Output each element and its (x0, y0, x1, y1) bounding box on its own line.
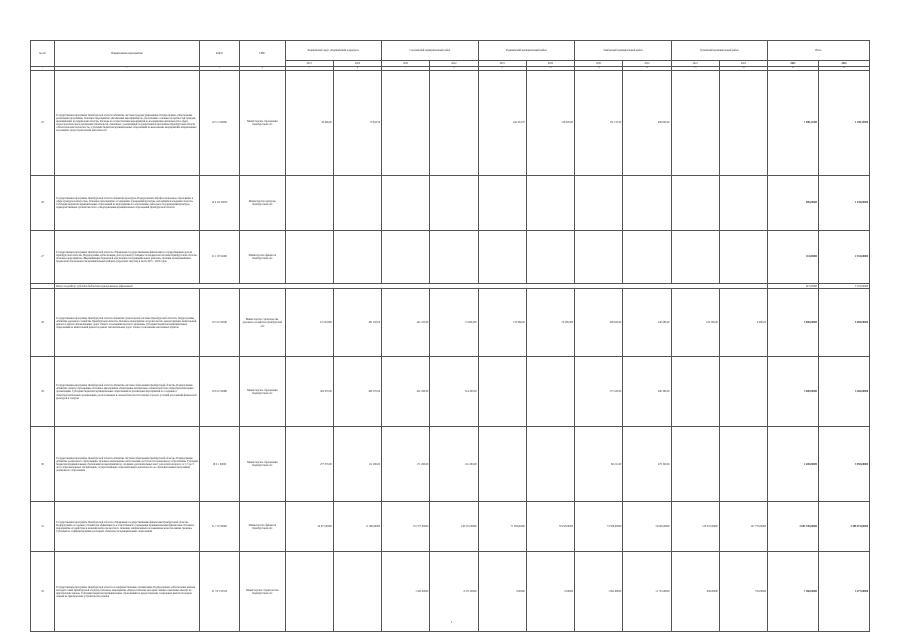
amount-value (430, 175, 478, 230)
table-row (31, 552, 870, 632)
col-group: Тамбовский муниципальный район (575, 41, 672, 61)
amount-value (526, 230, 574, 283)
total-value: 2 200,00000 (768, 427, 819, 502)
col-year: 2021 (285, 61, 333, 67)
index-cell: 7 (382, 66, 430, 70)
subtotal-value: 5 353,00000 (818, 283, 869, 289)
amount-value: 60 211,00 (575, 427, 623, 502)
amount-value: 143 310,00000 (671, 502, 719, 552)
amount-value: 79 258,00000 (526, 502, 574, 552)
table-body (31, 289, 870, 632)
amount-value: 73 843,50 (333, 70, 381, 175)
amount-value (719, 175, 767, 230)
amount-value (333, 552, 381, 632)
table-row (31, 70, 870, 175)
amount-value: 74 926,00000 (623, 502, 671, 552)
row-description: Государственная программа Оренбургской области «Развитие культуры» Подпрограмма «Профессиональное образование в сфере культуры и искусства» Основное мероприятие «Содержание учреждений культуры, находящихся в ведении области» Субсидии бюджетам муниципальных образований на мероприятия по обеспечению деятельности учреждений культуры, подведомственных органам местного самоуправления муниципальных образований Оренбургской области (55, 175, 200, 230)
col-year: 2021 (382, 61, 430, 67)
amount-value: 0,00000 (526, 552, 574, 632)
total-value: 1 298,14900 (818, 70, 869, 175)
col-group: Сорочинский муниципальный район (382, 41, 479, 61)
index-cell: 2 (55, 66, 200, 70)
index-cell: 10 (526, 66, 574, 70)
row-description: Государственная программа Оренбургской области «Совершенствование организации» Подпрограмма «Обеспечение жильем молодых семей Оренбургской области» Основное мероприятие «Предоставление молодым семьям социальных выплат на приобретение жилья» Субсидии бюджетам муниципальных образований на предоставление социальных выплат молодым семьям на приобретение (строительство) жилья (55, 552, 200, 632)
page-number: 1 (451, 620, 453, 624)
amount-value (623, 230, 671, 283)
amount-value: 725,00000 (719, 552, 767, 632)
amount-value: lom 30,270 (478, 70, 526, 175)
amount-value: 1 265,00000 (382, 552, 430, 632)
amount-value (575, 230, 623, 283)
row-number: 29 (31, 357, 55, 427)
amount-value: 609,00000 (671, 552, 719, 632)
amount-value (671, 357, 719, 427)
amount-value (382, 230, 430, 283)
amount-value: 9 135,0000 (285, 289, 333, 357)
row-number: 28 (31, 289, 55, 357)
amount-value: 151 577,00000 (382, 502, 430, 552)
amount-value: 400 670,00 (285, 357, 333, 427)
row-number: 30 (31, 427, 55, 502)
amount-value (575, 175, 623, 230)
subtotal-label: Итого по разделу: субсидии бюджетам муниципальных образований (55, 283, 768, 289)
amount-value: 406 820,00 (575, 289, 623, 357)
col-year: 2021 (575, 61, 623, 67)
col-year: 2022 (526, 61, 574, 67)
amount-value: 140 280,00 (623, 289, 671, 357)
total-value: 2 683 339,00000 (768, 502, 819, 552)
table-row (31, 357, 870, 427)
amount-value: 42 977,00000 (285, 502, 333, 552)
total-value: 3 460,00000 (818, 357, 869, 427)
index-cell: 3 (199, 66, 239, 70)
row-description: Государственная программа Оренбургской области «Развитие системы образования Оренбургской области» Подпрограмма «Развитие дошкольного образования» Основное мероприятие «Обеспечение доступности дошкольного образования» Субсидии бюджетам муниципальных образований на мероприятия по созданию дополнительных мест для детей в возрасте от 1,5 до 3 лет в образовательных организациях, осуществляющих образовательную деятельность по образовательным программам дошкольного образования (55, 427, 200, 502)
amount-value (285, 230, 333, 283)
row-kcsr: 18 6 10 S0080 (199, 357, 239, 427)
amount-value: 111 280,00 (333, 427, 381, 502)
total-value: 3 477,00000 (818, 552, 869, 632)
amount-value: 138 272,00000 (430, 502, 478, 552)
amount-value: 13 280,000 (430, 289, 478, 357)
amount-value (285, 552, 333, 632)
total-value: 2 354,00000 (818, 230, 869, 283)
index-cell: 12 (623, 66, 671, 70)
row-description: Государственная программа Оренбургской области «Развитие транспортной системы Оренбургской области» Подпрограмма «Развитие дорожного хозяйства Оренбургской области» Основное мероприятие «Строительство, реконструкция, капитальный ремонт и ремонт автомобильных дорог общего пользования местного значения» Субсидии бюджетам муниципальных образований на капитальный ремонт и ремонт автомобильных дорог общего пользования населенных пунктов (55, 289, 200, 357)
col-year: 2021 (478, 61, 526, 67)
row-grbs: Министерство образования Оренбургской обл (240, 427, 286, 502)
col-group: Радищевский муниципальный район (478, 41, 574, 61)
amount-value: 11 725,00000 (623, 552, 671, 632)
amount-value: 270 320,00 (623, 427, 671, 502)
row-description: Государственная программа Оренбургской области «Развитие системы градорегулирования» Подпрограмма «Обеспечение реализации программы» Основное мероприятие «Реализация мероприятий по обеспечению основных потребностей граждан, проживающих на территории области» Расходы на осуществление мероприятий по координации деятельности в сфере градостроительства и реализации обязательств, связанных с реализацией государственной программы Оренбургской области «Экологическая безопасность» Субсидии бюджетам муниципальных образований на выполнение мероприятий, направленных на развитие градостроительной деятельности (55, 70, 200, 175)
amount-value: 9,00000 (478, 552, 526, 632)
row-kcsr: 21 1 03 S2000 (199, 230, 239, 283)
amount-value (382, 70, 430, 175)
amount-value (623, 175, 671, 230)
table-body (31, 70, 870, 283)
total-value: 5 000,00000 (768, 289, 819, 357)
subtotal-value: 817,00000 (768, 283, 819, 289)
row-description: Государственная программа Оренбургской области «Управление государственными финансами и государственным долгом Оренбургской области» Подпрограмма «Обеспечение долгосрочной устойчивости бюджетной системы Оренбургской области» Основное мероприятие «Выравнивание бюджетной обеспеченности муниципальных районов» Дотации на выравнивание бюджетной обеспеченности муниципальных районов (городских округов) в части 2021 - 2022 годов (55, 230, 200, 283)
amount-value (719, 427, 767, 502)
table-row (31, 175, 870, 230)
col-year: 2022 (719, 61, 767, 67)
index-cell: 16 (818, 66, 869, 70)
total-value: 3 950,00000 (818, 427, 869, 502)
amount-value (478, 175, 526, 230)
row-number: 26 (31, 175, 55, 230)
index-cell: 8 (430, 66, 478, 70)
index-cell: 4 (240, 66, 286, 70)
amount-value (430, 230, 478, 283)
total-value: 1 044,00000 (818, 175, 869, 230)
row-grbs: Министерство строительства Оренбургской обл (240, 552, 286, 632)
row-kcsr: 16 5 11 90000 (199, 70, 239, 175)
col-year: 2022 (333, 61, 381, 67)
index-cell: 6 (333, 66, 381, 70)
amount-value: 289 840,00 (623, 70, 671, 175)
row-kcsr: 21 3 F1 S5550 (199, 552, 239, 632)
amount-value: 70 280,000 (526, 289, 574, 357)
amount-value (671, 175, 719, 230)
amount-value: 290 380,00 (623, 357, 671, 427)
row-grbs: Министерство финансов Оренбургской обл (240, 230, 286, 283)
amount-value (671, 427, 719, 502)
row-kcsr: 18 6 1 S0000 (199, 427, 239, 502)
col-name: Наименование мероприятия (55, 41, 200, 67)
amount-value (430, 70, 478, 175)
index-cell: 5 (285, 66, 333, 70)
col-kcsr: КЦСР (199, 41, 239, 67)
amount-value (526, 427, 574, 502)
amount-value: 161 280,00 (430, 427, 478, 502)
amount-value: 156 905,60 (526, 70, 574, 175)
col-group: Радищевский округ «Радищевский подраздел» (285, 41, 382, 61)
amount-value: 401 290,00 (382, 357, 430, 427)
index-cell: 15 (768, 66, 819, 70)
amount-value (671, 70, 719, 175)
col-num: № п/п (31, 41, 55, 67)
table-row (31, 427, 870, 502)
row-kcsr: 19 3 01 S0040 (199, 289, 239, 357)
budget-table (30, 40, 870, 632)
total-value: 2 489 072,00000 (818, 502, 869, 552)
amount-value: 1 991,00000 (575, 552, 623, 632)
document-page (30, 40, 870, 632)
table-row (31, 289, 870, 357)
amount-value (285, 175, 333, 230)
row-number: 31 (31, 502, 55, 552)
row-grbs: Министерство образования Оренбургской обл (240, 70, 286, 175)
row-number: 32 (31, 552, 55, 632)
row-description: Государственная программа Оренбургской области «Развитие системы образования Оренбургской области» Подпрограмма «Развитие общего образования» Основное мероприятие «Укрепление материально-технической базы общеобразовательных организаций» Субсидии бюджетам муниципальных образований на реализацию мероприятий по созданию в общеобразовательных организациях, расположенных в сельской местности и малых городах, условий для занятий физической культурой и спортом (55, 357, 200, 427)
amount-value: 6 280,00 (719, 289, 767, 357)
amount-value (478, 357, 526, 427)
col-grbs: ГРБС (240, 41, 286, 67)
amount-value: 441 250,00 (382, 289, 430, 357)
index-cell: 9 (478, 66, 526, 70)
table-header (31, 41, 870, 71)
amount-value: 153 960,00 (478, 289, 526, 357)
amount-value (478, 230, 526, 283)
amount-value: 277 370,00 (285, 427, 333, 502)
row-kcsr: 14 0 П1 S0050 (199, 175, 239, 230)
row-grbs: Министерство финансов Оренбургской обл (240, 502, 286, 552)
row-grbs: Министерство строительства, дорожного хозяйства Оренбургской обл (240, 289, 286, 357)
total-value: 5 000,00000 (818, 289, 869, 357)
amount-value (333, 175, 381, 230)
col-year: 2022 (623, 61, 671, 67)
table-row (31, 230, 870, 283)
amount-value: 461 250,00 (333, 289, 381, 357)
amount-value (382, 175, 430, 230)
row-number: 25 (31, 70, 55, 175)
row-description: Государственная программа Оренбургской области «Управление государственными финансами Оренбургской области» Подпрограмма «Создание условий для эффективного и ответственного управления муниципальными финансами» Основное мероприятие «Содействие в решении вопросов местного значения, направленных на повышение качества жизни граждан» Субсидии на софинансирование расходных обязательств муниципальных образований (55, 502, 200, 552)
amount-value (526, 175, 574, 230)
amount-value (719, 230, 767, 283)
amount-value: 74 500,00000 (575, 502, 623, 552)
amount-value (478, 427, 526, 502)
total-value: 214,00000 (768, 230, 819, 283)
col-group-total: Всего (768, 41, 870, 61)
amount-value (333, 230, 381, 283)
amount-value: 6 271,00000 (430, 552, 478, 632)
amount-value: 11 000,00000 (333, 502, 381, 552)
table-row (31, 502, 870, 552)
amount-value (526, 357, 574, 427)
col-group: Грачевский муниципальный район (671, 41, 767, 61)
col-year: 2021 (671, 61, 719, 67)
amount-value: 71 384,00000 (478, 502, 526, 552)
amount-value: 40 496,00 (285, 70, 333, 175)
total-value: 7 268,00000 (768, 552, 819, 632)
amount-value: 480 370,00 (333, 357, 381, 427)
row-grbs: Министерство культуры Оренбургской обл (240, 175, 286, 230)
index-cell: 14 (719, 66, 767, 70)
amount-value: 131 155,00 (575, 70, 623, 175)
total-value: 609,00000 (768, 175, 819, 230)
total-value: 1 098,31300 (768, 70, 819, 175)
amount-value: 175 520,00 (575, 357, 623, 427)
row-number: 27 (31, 230, 55, 283)
amount-value: 222 380,00 (671, 289, 719, 357)
amount-value (671, 230, 719, 283)
index-cell: 11 (575, 66, 623, 70)
row-kcsr: 21 7 16 S0000 (199, 502, 239, 552)
amount-value: 171 290,00 (382, 427, 430, 502)
amount-value (719, 357, 767, 427)
col-year-total: 2021 (768, 61, 819, 67)
index-cell: 13 (671, 66, 719, 70)
amount-value: 147 770,00000 (719, 502, 767, 552)
amount-value: 314 280,00 (430, 357, 478, 427)
col-year-total: 2022 (818, 61, 869, 67)
amount-value (719, 70, 767, 175)
index-cell: 1 (31, 66, 55, 70)
row-grbs: Министерство образования Оренбургской обл (240, 357, 286, 427)
total-value: 3 000,00000 (768, 357, 819, 427)
col-year: 2022 (430, 61, 478, 67)
